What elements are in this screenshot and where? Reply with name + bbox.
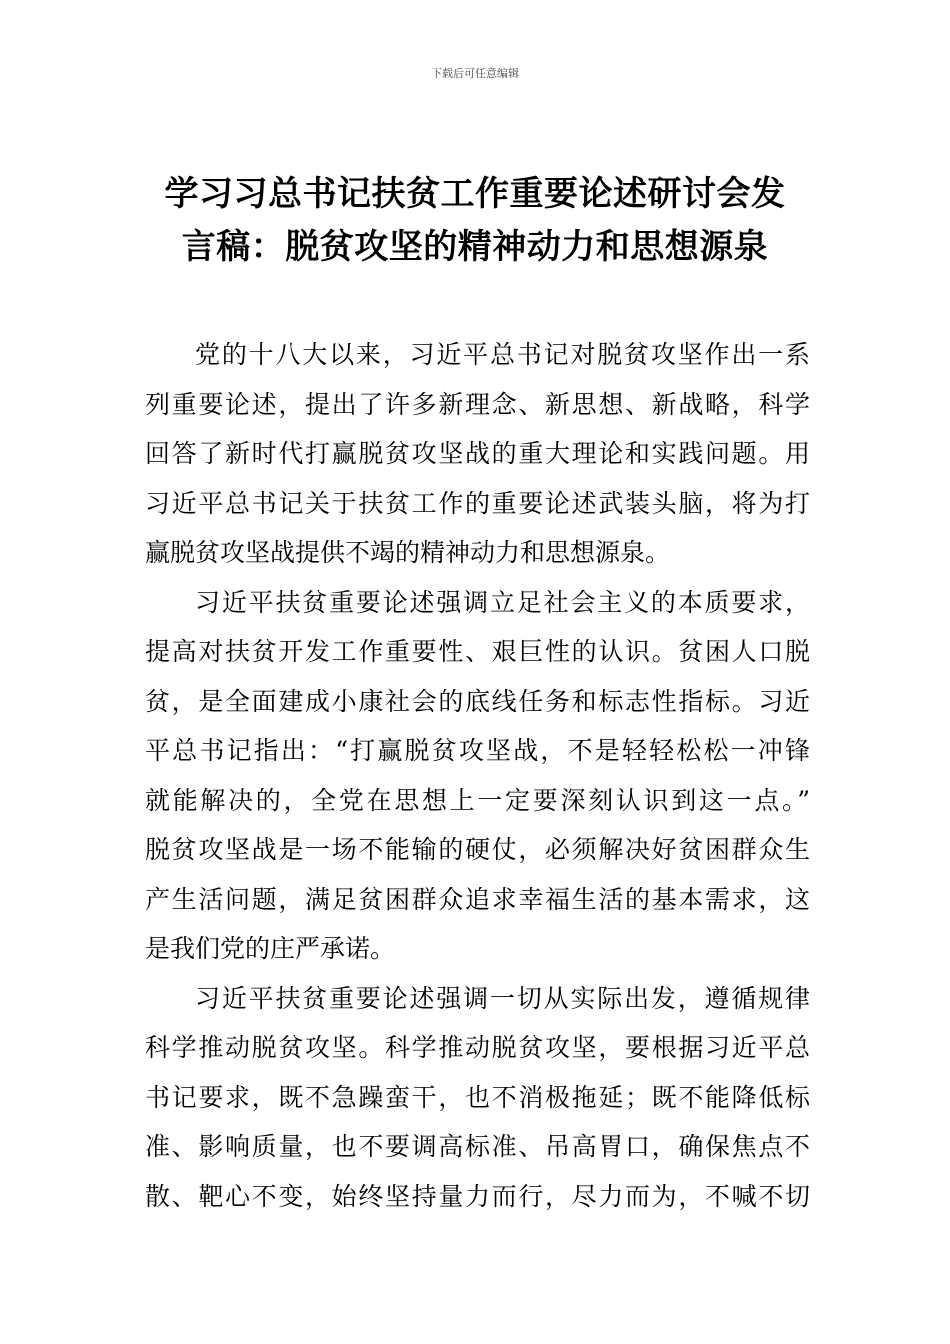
document-body: [145, 330, 810, 1221]
paragraph-line: 贫，是全面建成小康社会的底线任务和标志性指标。习近: [145, 686, 810, 716]
paragraph-line: 科学推动脱贫攻坚。科学推动脱贫攻坚，要根据习近平总: [145, 1033, 810, 1062]
paragraph-1: [145, 330, 810, 578]
paragraph-line: 平总书记指出：“打赢脱贫攻坚战，不是轻轻松松一冲锋: [145, 736, 810, 765]
header-note: 下载后可任意编辑: [431, 67, 519, 80]
paragraph-line: 习近平扶贫重要论述强调一切从实际出发，遵循规律: [195, 983, 810, 1013]
paragraph-line: 脱贫攻坚战是一场不能输的硬仗，必须解决好贫困群众生: [145, 835, 810, 864]
paragraph-line: 是我们党的庄严承诺。: [145, 934, 396, 963]
paragraph-line: 提高对扶贫开发工作重要性、艰巨性的认识。贫困人口脱: [145, 637, 810, 666]
paragraph-line: 书记要求，既不急躁蛮干，也不消极拖延；既不能降低标: [145, 1082, 810, 1112]
document-title: [140, 168, 810, 274]
paragraph-line: 散、靶心不变，始终坚持量力而行，尽力而为，不喊不切: [145, 1181, 810, 1211]
paragraph-line: 列重要论述，提出了许多新理念、新思想、新战略，科学: [145, 389, 810, 419]
title-line-1: 学习习总书记扶贫工作重要论述研讨会发: [164, 174, 786, 214]
paragraph-line: 赢脱贫攻坚战提供不竭的精神动力和思想源泉。: [145, 538, 671, 567]
paragraph-line: 回答了新时代打赢脱贫攻坚战的重大理论和实践问题。用: [145, 439, 810, 468]
paragraph-line: 党的十八大以来，习近平总书记对脱贫攻坚作出一系: [195, 340, 810, 369]
paragraph-line: 就能解决的，全党在思想上一定要深刻认识到这一点。”: [145, 785, 810, 815]
paragraph-3: [145, 974, 810, 1222]
paragraph-line: 习近平扶贫重要论述强调立足社会主义的本质要求，: [195, 587, 810, 617]
paragraph-2: [145, 578, 810, 974]
paragraph-line: 产生活问题，满足贫困群众追求幸福生活的基本需求，这: [145, 884, 810, 914]
title-line-2: 言稿：脱贫攻坚的精神动力和思想源泉: [181, 227, 769, 267]
paragraph-line: 准、影响质量，也不要调高标准、吊高胃口，确保焦点不: [145, 1132, 810, 1161]
paragraph-line: 习近平总书记关于扶贫工作的重要论述武装头脑，将为打: [145, 488, 810, 518]
